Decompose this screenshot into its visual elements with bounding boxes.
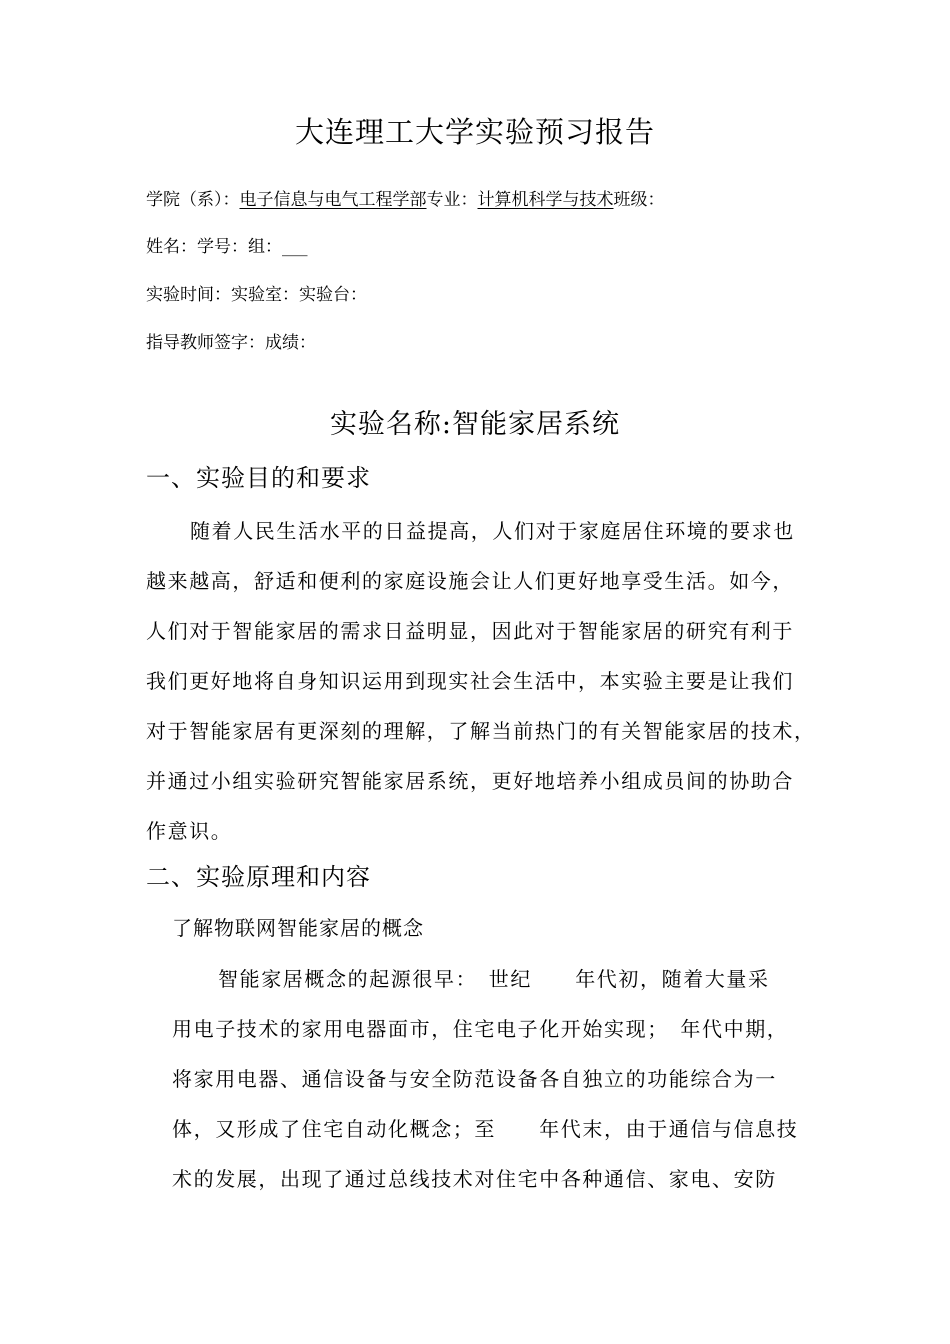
section2-line: 体，又形成了住宅自动化概念；至 年代末，由于通信与信息技 [172, 1117, 799, 1141]
major-label: 专业： [426, 190, 478, 210]
section1-line: 人们对于智能家居的需求日益明显，因此对于智能家居的研究有利于 [146, 619, 794, 643]
college-label: 学院（系）： [146, 190, 240, 210]
section1-line: 对于智能家居有更深刻的理解，了解当前热门的有关智能家居的技术， [146, 719, 816, 743]
report-title: 大连理工大学实验预习报告 [294, 115, 655, 149]
section2-line: 用电子技术的家用电器面市，住宅电子化开始实现； 年代中期， [172, 1017, 789, 1041]
section1-line: 并通过小组实验研究智能家居系统，更好地培养小组成员间的协助合 [146, 769, 794, 793]
section2-heading: 二、实验原理和内容 [146, 863, 371, 891]
info-line-name: 姓名：学号：组：___ [146, 237, 308, 257]
section1-heading: 一、实验目的和要求 [146, 464, 371, 492]
section1-line: 作意识。 [146, 819, 233, 843]
info-line-time: 实验时间：实验室：实验台： [146, 285, 367, 305]
section1-line: 越来越高，舒适和便利的家庭设施会让人们更好地享受生活。如今， [146, 569, 794, 593]
info-line-teacher: 指导教师签字：成绩： [146, 333, 316, 353]
college-value: 电子信息与电气工程学部 [239, 190, 427, 210]
experiment-name: 实验名称:智能家居系统 [329, 409, 621, 440]
section1-line: 随着人民生活水平的日益提高，人们对于家庭居住环境的要求也 [190, 519, 795, 543]
section2-line: 术的发展，出现了通过总线技术对住宅中各种通信、家电、安防 [172, 1167, 777, 1191]
class-label: 班级： [613, 190, 665, 210]
section2-line: 智能家居概念的起源很早： 世纪 年代初，随着大量采 [218, 967, 770, 991]
info-line-college [146, 185, 665, 210]
section2-subheading: 了解物联网智能家居的概念 [172, 916, 424, 940]
major-value: 计算机科学与技术 [477, 190, 614, 210]
section2-line: 将家用电器、通信设备与安全防范设备各自独立的功能综合为一 [172, 1067, 777, 1091]
section1-line: 我们更好地将自身知识运用到现实社会生活中，本实验主要是让我们 [146, 669, 794, 693]
